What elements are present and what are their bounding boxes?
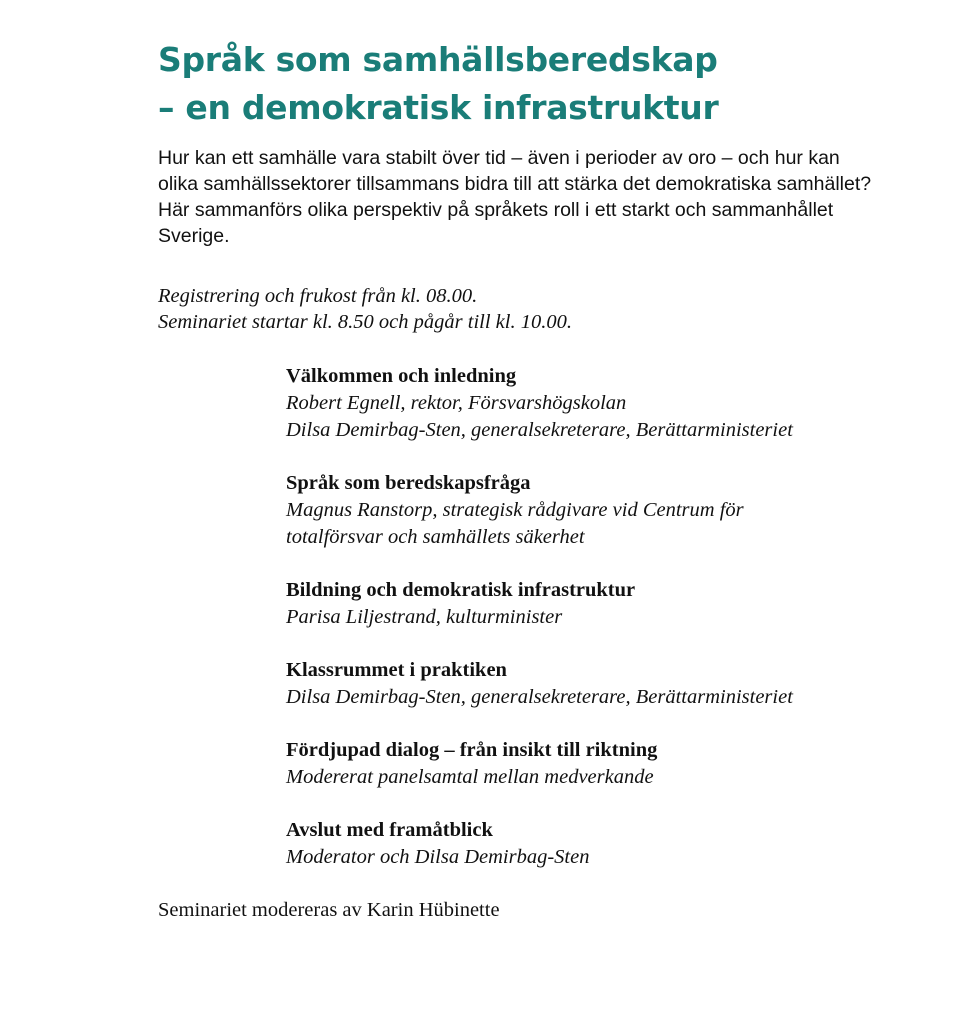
title-line-2: – en demokratisk infrastruktur [158,88,719,127]
program-item-title: Avslut med framåtblick [286,819,493,841]
title-line-1: Språk som samhällsberedskap [158,40,718,79]
intro-paragraph: Hur kan ett samhälle vara stabilt över tid – även i perioder av oro – och hur kan olika samhällssektorer tillsammans bidra till att stärka det demokratiska samhället? Här sammanförs olika perspektiv på språkets roll i ett starkt och sammanhållet Sverige. [158,147,872,247]
program-item-speaker: Moderator och Dilsa Demirbag-Sten [286,846,590,868]
program-item [286,817,886,871]
page-title [158,36,918,132]
program-item-speaker: Parisa Liljestrand, kulturminister [286,606,563,628]
program-item [286,470,886,551]
program-item-speaker: totalförsvar och samhällets säkerhet [286,526,585,548]
schedule-info [158,283,918,335]
registration-time: Registrering och frukost från kl. 08.00. [158,285,478,307]
program-item-speaker: Robert Egnell, rektor, Försvarshögskolan [286,392,627,414]
moderator-note: Seminariet modereras av Karin Hübinette [158,899,500,921]
seminar-time: Seminariet startar kl. 8.50 och pågår till kl. 10.00. [158,311,572,333]
program-item-speaker: Modererat panelsamtal mellan medverkande [286,766,654,788]
program-item-title: Välkommen och inledning [286,365,517,387]
program-item-title: Fördjupad dialog – från insikt till riktning [286,739,658,761]
program-item-title: Klassrummet i praktiken [286,659,507,681]
program-list [286,363,886,871]
program-item [286,657,886,711]
program-item [286,737,886,791]
seminar-invitation [158,36,918,924]
program-item-speaker: Magnus Ranstorp, strategisk rådgivare vid Centrum för [286,499,744,521]
program-item-title: Språk som beredskapsfråga [286,472,531,494]
program-item [286,577,886,631]
program-item [286,363,886,444]
program-item-speaker: Dilsa Demirbag-Sten, generalsekreterare, Berättarministeriet [286,686,793,708]
program-item-title: Bildning och demokratisk infrastruktur [286,579,636,601]
program-item-speaker: Dilsa Demirbag-Sten, generalsekreterare, Berättarministeriet [286,419,793,441]
